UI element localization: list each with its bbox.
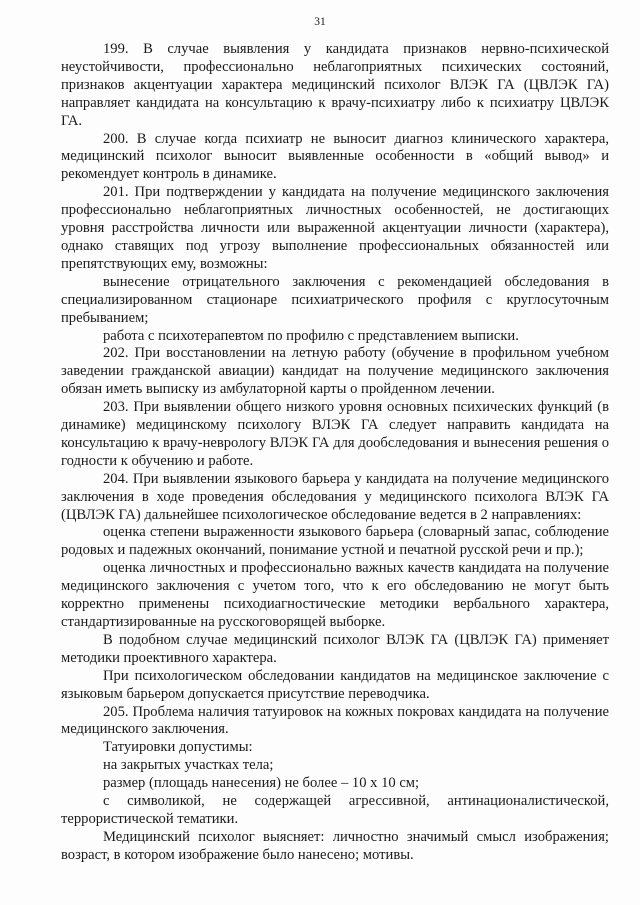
paragraph-205-size-limit: размер (площадь нанесения) не более – 10 х 10 см; (103, 775, 420, 792)
paragraph-204: 204. При выявлении языкового барьера у кандидата на получение медицинского заключения в ходе проведения обследования у медицинского психолога ВЛЭК ГА (ЦВЛЭК ГА) дальнейшее психологическое обследование ведется в 2 направлениях: (61, 470, 609, 523)
paragraph-205-tattoos-allowed: Татуировки допустимы: (103, 739, 253, 756)
paragraph-201-option-negative-conclusion: вынесение отрицательного заключения с рекомендацией обследования в специализированном стационаре психиатрического профиля с круглосуточным пребыванием; (61, 273, 609, 326)
paragraph-203: 203. При выявлении общего низкого уровня основных психических функций (в динамике) медицинскому психологу ВЛЭК ГА следует направить кандидата на консультацию к врачу-неврологу ВЛЭК ГА для дообследования и вынесения решения о годности к обучению и работе. (61, 399, 609, 469)
paragraph-200: 200. В случае когда психиатр не выносит диагноз клинического характера, медицинский психолог выносит выявленные особенности в «общий вывод» и рекомендует контроль в динамике. (61, 130, 609, 183)
paragraph-204-interpreter: При психологическом обследовании кандидатов на медицинское заключение с языковым барьером допускается присутствие переводчика. (61, 667, 609, 702)
paragraph-204-direction-language: оценка степени выраженности языкового барьера (словарный запас, соблюдение родовых и падежных окончаний, понимание устной и печатной русской речи и пр.); (61, 524, 609, 559)
paragraph-205-psychologist-clarifies: Медицинский психолог выясняет: личностно значимый смысл изображения; возраст, в котором изображение было нанесено; мотивы. (61, 828, 609, 863)
paragraph-205-symbolism: с символикой, не содержащей агрессивной, антинационалистической, террористической тематики. (61, 793, 609, 827)
paragraph-205: 205. Проблема наличия татуировок на кожных покровах кандидата на получение медицинского заключения. (61, 703, 609, 738)
paragraph-201-option-psychotherapist: работа с психотерапевтом по профилю с представлением выписки. (103, 327, 519, 344)
paragraph-202: 202. При восстановлении на летную работу (обучение в профильном учебном заведении гражданской авиации) кандидат на получение медицинского заключения обязан иметь выписку из амбулаторной карты о пройденном лечении. (61, 345, 609, 398)
paragraph-201: 201. При подтверждении у кандидата на получение медицинского заключения профессионально неблагоприятных личностных особенностей, не достигающих уровня расстройства личности или выраженной акцентуации личности (характера), однако ставящих под угрозу выполнение профессиональных обязанностей или препятствующих ему, возможны: (61, 184, 609, 272)
paragraph-204-projective-methods: В подобном случае медицинский психолог ВЛЭК ГА (ЦВЛЭК ГА) применяет методики проективного характера. (61, 631, 609, 666)
page-number: 31 (314, 16, 326, 28)
document-body (61, 41, 609, 865)
paragraph-199: 199. В случае выявления у кандидата признаков нервно-психической неустойчивости, профессионально неблагоприятных психических состояний, признаков акцентуации характера медицинский психолог ВЛЭК ГА (ЦВЛЭК ГА) направляет кандидата на консультацию к врачу-психиатру либо к психиатру ЦВЛЭК ГА. (61, 41, 609, 129)
paragraph-205-closed-areas: на закрытых участках тела; (103, 757, 274, 774)
paragraph-204-direction-personal: оценка личностных и профессионально важных качеств кандидата на получение медицинского заключения с учетом того, что к его обследованию не могут быть корректно применены психодиагностические методики вербального характера, стандартизированные на русскоговорящей выборке. (61, 560, 609, 630)
